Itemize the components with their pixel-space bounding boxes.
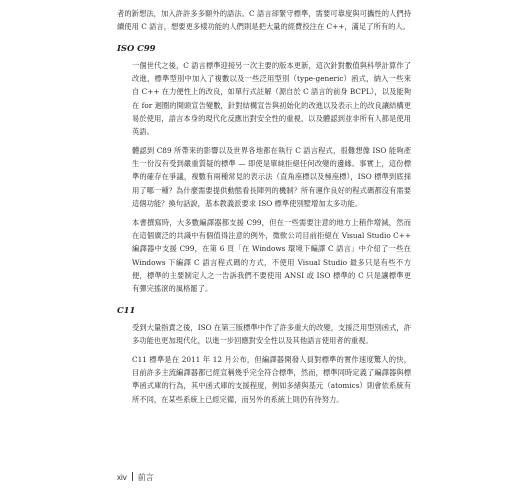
paragraph-c11-1: 受到大量指責之後，ISO 在第三版標準中作了許多重大的改變，支援泛用型別函式，許多功能也更加現代化，以進一步回應對安全性以及其他語言使用者的重視。 [132,323,411,346]
paragraph-c99-3: 本書撰寫時，大多數編譯器都支援 C99，但在一些需要注意的地方上稍作增減，然而在這個廣泛的共識中有個值得注意的例外，微軟公司目前拒絕在 Visual Studio C++ 編譯器中支援 C99，在第 6 頁「在 Windows 環境下編譯 C 語言」中介紹了一些在 Windows 下編譯 C 語言程式碼的方式，不使用 Visual Studio 最多只是有些不方便，標準的主要制定人之一告訴我們不要使用 ANSI 或 ISO 標準的 C 只是讓標準更有彈完搖滾的風格罷了。 [132,218,411,294]
section-heading-c11: C11 [117,305,136,315]
footer-divider [132,472,133,481]
paragraph-c99-2: 體認到 C89 所帶來的影響以及世界各地都在執行 C 語言程式，很難想像 ISO 能夠產生一份沒有受到嚴重質疑的標準 — 即使是單純拒絕任何改變的邊緣。事實上，這份標準的確存在爭議，複數有兩種常見的表示法（直角座標以及極座標），ISO 標準到底採用了哪一種？為什麼需要提供動態看長陣列的機制？所有運作良好的程式碼都沒有需要這個功能？換句話說，基本教義派要求 ISO 標準使別墅增加太多功能。 [132,146,411,208]
section-heading-iso-c99: ISO C99 [117,43,156,53]
paragraph-c99-1: 一個世代之後，C 語言標準迎接另一次主要的版本更新，這次針對數值與科學計算作了改進，標準型別中加入了複數以及一些泛用型別（type-generic）函式，納入一些來自 C++ 在力便性上的改良，如單行式註解（源自於 C 語言的前身 BCPL），以及能夠在 for 迴圈的開頭宣告變數，針對結構宣告與初始化的改進以及表示上的改良讓結構更易於使用，語言本身的現代化反應出對安全性的重視，以及體認到並非所有人都是使用英語。 [132,61,411,137]
page-footer [117,472,154,483]
page-number: xiv [117,473,127,482]
paragraph-c11-2: C11 標準是在 2011 年 12 月公布，但編譯器開發人員對標準的實作速度驚人的快，目前許多主流編譯器都已經宣稱幾乎完全符合標準，然而，標準同時定義了編譯器與標準函式庫的行為，其中函式庫的支援程度，例如多緒與基元（atomics）則會依系統有所不同，在某些系統上已經完備，而另外的系統上則仍有待努力。 [132,355,411,404]
intro-paragraph: 者的新想法，加入許許多多額外的語法。C 語言卻緊守標準，需要可靠度與可攜性的人們持續使用 C 語言，想要更多樣功能的人們則是把大量的經費投注在 C++，滿足了所有的人。 [117,9,411,32]
section-name: 前言 [137,473,154,482]
